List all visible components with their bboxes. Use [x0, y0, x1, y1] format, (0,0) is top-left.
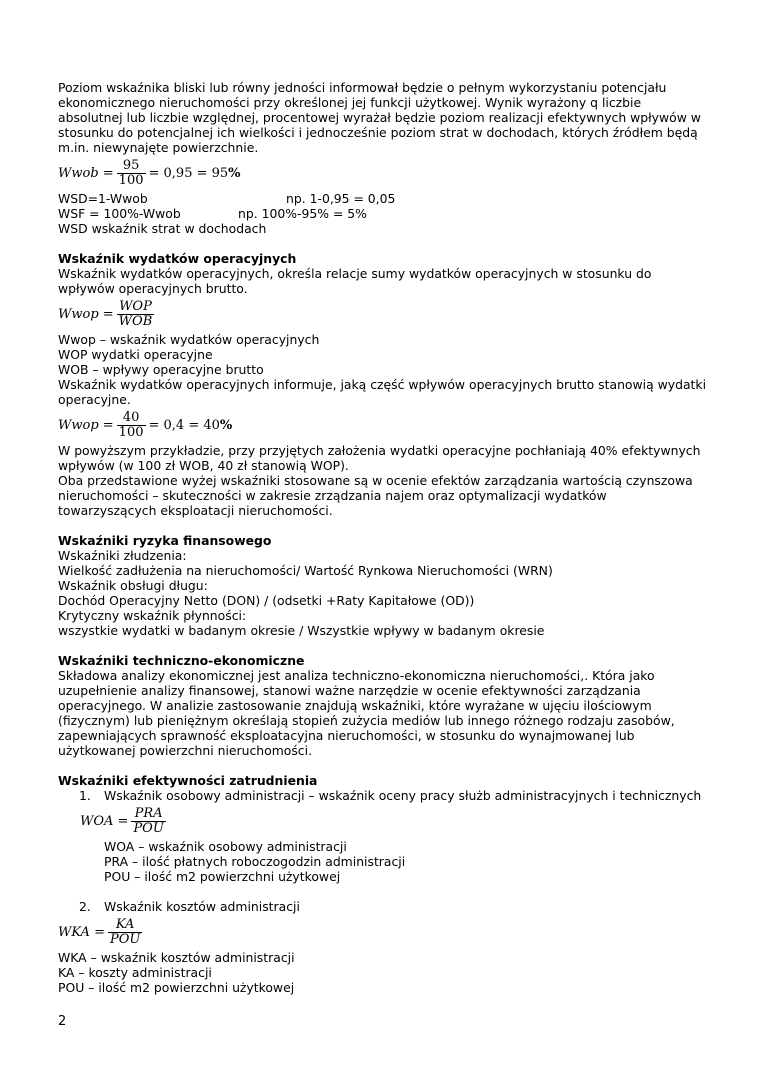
fraction-denominator: 100 — [118, 172, 144, 188]
wsd-formula: WSD=1-Wwob — [58, 191, 148, 206]
fraction — [117, 411, 146, 440]
list-item — [58, 899, 708, 914]
wsd-row — [58, 191, 708, 206]
wka-formula — [58, 916, 708, 948]
wsf-example: np. 100%-95% = 5% — [238, 206, 367, 221]
ryzyko-line: Wskaźniki złudzenia: — [58, 548, 187, 563]
formula-lhs: WKA = — [58, 924, 105, 940]
fraction — [131, 807, 165, 836]
wsf-row — [58, 206, 708, 221]
wsf-formula: WSF = 100%-Wwob — [58, 206, 181, 221]
fraction-denominator: POU — [109, 931, 141, 947]
page-number: 2 — [58, 1014, 67, 1029]
definition-woa: WOA – wskaźnik osobowy administracji — [104, 839, 347, 854]
definition-pou: POU – ilość m2 powierzchni użytkowej — [104, 869, 341, 884]
ryzyko-line: Krytyczny wskaźnik płynności: — [58, 608, 247, 623]
formula-rhs: = 0,95 = 95 — [148, 165, 229, 181]
fraction — [117, 159, 146, 188]
definition-wop: WOP wydatki operacyjne — [58, 347, 213, 362]
fraction-numerator: KA — [115, 916, 135, 932]
definition-wka: WKA – wskaźnik kosztów administracji — [58, 950, 295, 965]
formula-lhs: WOA = — [80, 813, 129, 829]
woa-formula — [58, 805, 708, 837]
list-text: Wskaźnik osobowy administracji – wskaźnik oceny pracy służb administracyjnych i technicznych — [104, 788, 702, 803]
section-heading-ryzyko: Wskaźniki ryzyka finansowego — [58, 533, 272, 548]
operacyjne-summary: Oba przedstawione wyżej wskaźniki stosowane są w ocenie efektów zarządzania wartością czynszowa nieruchomości – skuteczności w zakresie zrządzania najem oraz optymalizacji wydatków towarzyszących eksploatacji nieruchomości. — [58, 473, 693, 518]
section-heading-operacyjne: Wskaźnik wydatków operacyjnych — [58, 251, 297, 266]
ryzyko-line: Wielkość zadłużenia na nieruchomości/ Wartość Rynkowa Nieruchomości (WRN) — [58, 563, 553, 578]
wsd-example: np. 1-0,95 = 0,05 — [286, 191, 396, 206]
fraction-denominator: WOB — [118, 313, 153, 329]
fraction — [117, 300, 155, 329]
operacyjne-description: Wskaźnik wydatków operacyjnych, określa relacje sumy wydatków operacyjnych w stosunku do wpływów operacyjnych brutto. — [58, 266, 652, 296]
fraction-numerator: 95 — [122, 157, 140, 173]
document-page — [58, 80, 708, 995]
formula-lhs: Wwob = — [58, 165, 114, 181]
ryzyko-line: Dochód Operacyjny Netto (DON) / (odsetki +Raty Kapitałowe (OD)) — [58, 593, 475, 608]
definition-pou: POU – ilość m2 powierzchni użytkowej — [58, 980, 295, 995]
list-text: Wskaźnik kosztów administracji — [104, 899, 300, 914]
wwop-formula — [58, 298, 708, 330]
fraction-denominator: 100 — [118, 424, 144, 440]
formula-lhs: Wwop = — [58, 306, 114, 322]
list-number: 1. — [79, 788, 91, 803]
intro-paragraph: Poziom wskaźnika bliski lub równy jedności informował będzie o pełnym wykorzystaniu potencjału ekonomicznego nieruchomości przy określonej jej funkcji użytkowej. Wynik wyrażony q liczbie absolutnej lub liczbie względnej, procentowej wyrażał będzie poziom realizacji efektywnych wpływów w stosunku do potencjalnej ich wielkości i jednocześnie poziom strat w dochodach, których źródłem będą m.in. niewynajęte powierzchnie. — [58, 80, 701, 155]
operacyjne-info: Wskaźnik wydatków operacyjnych informuje, jaką część wpływów operacyjnych brutto stanowią wydatki operacyjne. — [58, 377, 707, 407]
fraction-denominator: POU — [133, 820, 164, 836]
section-heading-zatrudnienie: Wskaźniki efektywności zatrudnienia — [58, 773, 318, 788]
list-number: 2. — [79, 899, 91, 914]
techniczne-paragraph: Składowa analizy ekonomicznej jest analiza techniczno-ekonomiczna nieruchomości,. Która jako uzupełnienie analizy finansowej, stanowi ważne narzędzie w ocenie efektywności zarządzania operacyjnego. W analizie zastosowanie znajdują wskaźniki, które wyrażane w ujęciu ilościowym (fizycznym) lub pieniężnym określają stopień zużycia mediów lub innego różnego rodzaju zasobów, zapewniających sprawność eksploatacyjna nieruchomości, w stosunku do wynajmowanej lub użytkowanej powierzchni nieruchomości. — [58, 668, 675, 758]
wwop-example-formula — [58, 409, 708, 441]
fraction-numerator: WOP — [119, 298, 152, 314]
wsd-description: WSD wskaźnik strat w dochodach — [58, 221, 267, 236]
section-heading-techniczne: Wskaźniki techniczno-ekonomiczne — [58, 653, 305, 668]
definition-pra: PRA – ilość płatnych roboczogodzin administracji — [104, 854, 406, 869]
fraction-numerator: PRA — [134, 805, 163, 821]
percent-sign: % — [219, 417, 233, 433]
percent-sign: % — [228, 165, 241, 181]
formula-rhs: = 0,4 = 40 — [148, 417, 220, 433]
definition-ka: KA – koszty administracji — [58, 965, 212, 980]
definition-wwop: Wwop – wskaźnik wydatków operacyjnych — [58, 332, 320, 347]
definition-wob: WOB – wpływy operacyjne brutto — [58, 362, 264, 377]
formula-lhs: Wwop = — [58, 417, 114, 433]
ryzyko-line: wszystkie wydatki w badanym okresie / Wszystkie wpływy w badanym okresie — [58, 623, 545, 638]
operacyjne-example: W powyższym przykładzie, przy przyjętych założenia wydatki operacyjne pochłaniają 40% efektywnych wpływów (w 100 zł WOB, 40 zł stanowią WOP). — [58, 443, 701, 473]
wwob-formula — [58, 157, 708, 189]
fraction-numerator: 40 — [122, 409, 140, 425]
fraction — [108, 918, 142, 947]
list-item — [58, 788, 708, 803]
ryzyko-line: Wskaźnik obsługi długu: — [58, 578, 208, 593]
